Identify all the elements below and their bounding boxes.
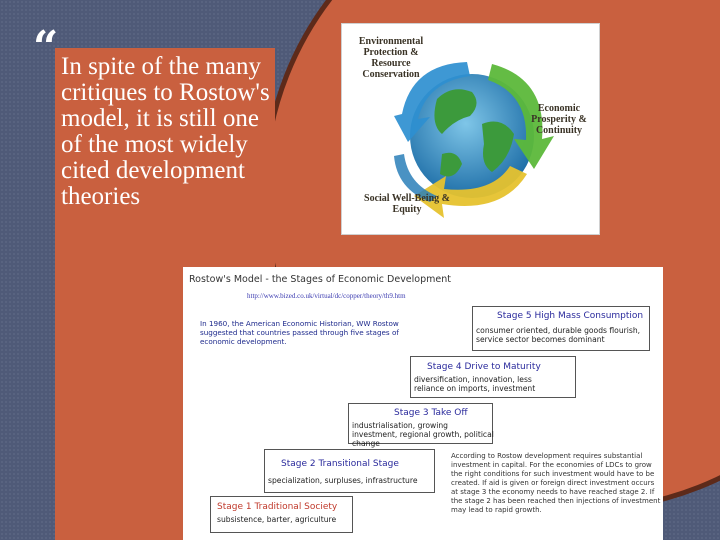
rostow-model-image xyxy=(183,267,663,540)
rostow-title: Rostow's Model - the Stages of Economic Development xyxy=(189,274,451,285)
quote-text: In spite of the many critiques to Rostow's model, it is still one of the most widely cited development theories xyxy=(61,53,270,210)
environmental-label: Environmental Protection & Resource Conservation xyxy=(358,36,424,80)
stage-1-title: Stage 1 Traditional Society xyxy=(217,502,338,512)
social-label: Social Well-Being & Equity xyxy=(364,193,450,215)
rostow-note: According to Rostow development requires substantial investment in capital. For the economies of LDCs to grow the right conditions for such investment would have to be created. If aid is given or foreign direct investment occurs at stage 3 the economy needs to have reached stage 2. If the stage 2 has been reached then injections of investment may lead to rapid growth. xyxy=(451,452,661,514)
economic-label: Economic Prosperity & Continuity xyxy=(531,103,587,136)
stage-2-title: Stage 2 Transitional Stage xyxy=(281,459,399,469)
stage-2-desc: specialization, surpluses, infrastructure xyxy=(268,476,418,485)
rostow-intro: In 1960, the American Economic Historian, WW Rostow suggested that countries passed through five stages of economic development. xyxy=(200,319,399,346)
stage-3-box xyxy=(348,403,494,448)
stage-4-title: Stage 4 Drive to Maturity xyxy=(427,362,541,372)
sustainability-image xyxy=(341,23,600,235)
stage-5-box xyxy=(472,306,650,351)
stage-1-desc: subsistence, barter, agriculture xyxy=(217,515,337,524)
rostow-source-url: http://www.bized.co.uk/virtual/dc/copper/theory/th9.htm xyxy=(247,292,406,300)
stage-4-desc: diversification, innovation, less reliance on imports, investment xyxy=(414,375,536,393)
stage-5-desc: consumer oriented, durable goods flourish, service sector becomes dominant xyxy=(476,326,641,344)
stage-3-desc: industrialisation, growing investment, regional growth, political change xyxy=(352,421,494,448)
quote-mark-icon: “ xyxy=(33,22,59,73)
stage-3-title: Stage 3 Take Off xyxy=(394,408,468,418)
stage-1-box xyxy=(210,496,353,533)
stage-4-box xyxy=(410,356,576,398)
stage-5-title: Stage 5 High Mass Consumption xyxy=(497,311,644,321)
stage-2-box xyxy=(264,449,435,493)
